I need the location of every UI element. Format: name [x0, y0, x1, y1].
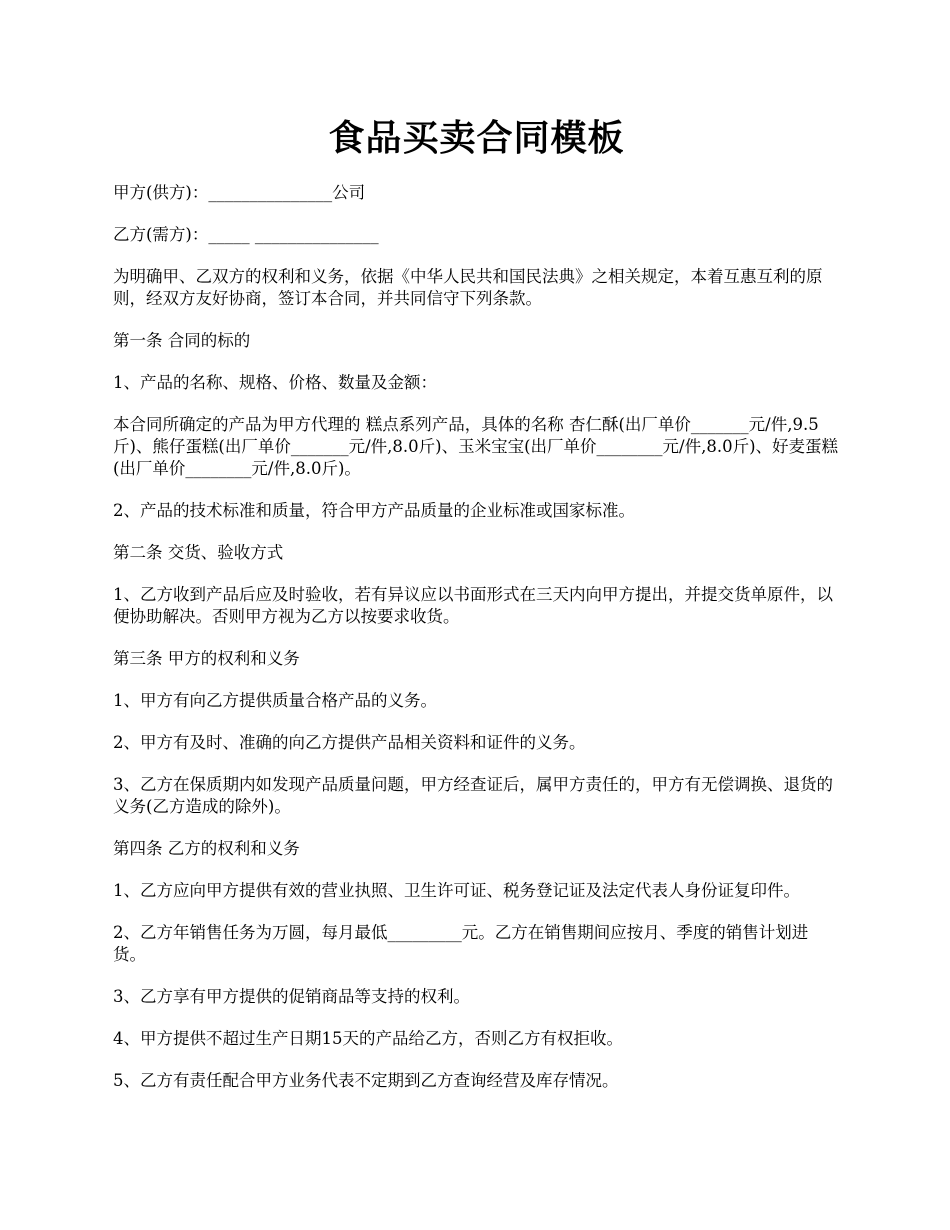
- article-2-heading: 第二条 交货、验收方式: [113, 543, 284, 562]
- article-1-clause-2: 2、产品的技术标准和质量，符合甲方产品质量的企业标准或国家标准。: [113, 501, 635, 520]
- preamble-paragraph: 为明确甲、乙双方的权利和义务，依据《中华人民共和国民法典》之相关规定，本着互惠互利的原则，经双方友好协商，签订本合同，并共同信守下列条款。: [113, 267, 823, 308]
- article-4-clause-3: 3、乙方享有甲方提供的促销商品等支持的权利。: [113, 987, 470, 1006]
- article-3-clause-1: 1、甲方有向乙方提供质量合格产品的义务。: [113, 691, 437, 710]
- product-description-paragraph: 本合同所确定的产品为甲方代理的 糕点系列产品，具体的名称 杏仁酥(出厂单价_______元/件,9.5斤)、熊仔蛋糕(出厂单价_______元/件,8.0斤)、玉米宝宝(出厂单价________元/件,8.0斤)、好麦蛋糕(出厂单价________元/件,8.0斤)。: [113, 415, 839, 478]
- article-3-heading: 第三条 甲方的权利和义务: [113, 649, 300, 668]
- document-page: [113, 0, 840, 1092]
- article-4-clause-4: 4、甲方提供不超过生产日期15天的产品给乙方，否则乙方有权拒收。: [113, 1029, 623, 1048]
- article-4-heading: 第四条 乙方的权利和义务: [113, 839, 300, 858]
- party-a-line: 甲方(供方)：_______________公司: [113, 183, 366, 202]
- article-4-clause-1: 1、乙方应向甲方提供有效的营业执照、卫生许可证、税务登记证及法定代表人身份证复印件。: [113, 881, 800, 900]
- article-1-heading: 第一条 合同的标的: [113, 331, 251, 350]
- article-4-clause-5: 5、乙方有责任配合甲方业务代表不定期到乙方查询经营及库存情况。: [113, 1071, 619, 1090]
- document-title: 食品买卖合同模板: [328, 117, 625, 159]
- article-4-clause-2: 2、乙方年销售任务为万圆，每月最低_________元。乙方在销售期间应按月、季度的销售计划进货。: [113, 923, 809, 964]
- party-b-line: 乙方(需方)：_____ _______________: [113, 225, 379, 244]
- article-3-clause-2: 2、甲方有及时、准确的向乙方提供产品相关资料和证件的义务。: [113, 733, 586, 752]
- article-3-clause-3: 3、乙方在保质期内如发现产品质量问题，甲方经查证后，属甲方责任的，甲方有无偿调换、退货的义务(乙方造成的除外)。: [113, 775, 833, 816]
- article-2-clause-1: 1、乙方收到产品后应及时验收，若有异议应以书面形式在三天内向甲方提出，并提交货单原件，以便协助解决。否则甲方视为乙方以按要求收货。: [113, 585, 833, 626]
- article-1-clause-1: 1、产品的名称、规格、价格、数量及金额：: [113, 373, 437, 392]
